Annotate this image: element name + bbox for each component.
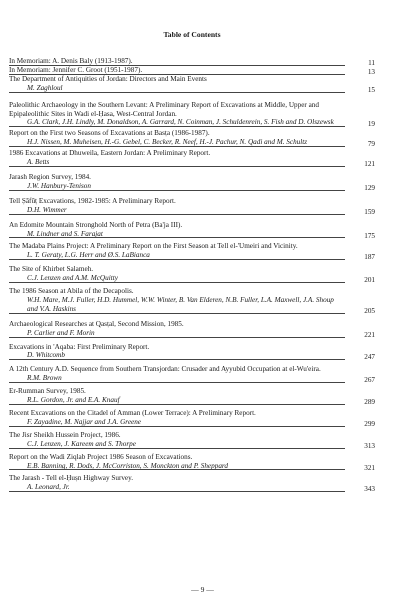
leader-rule <box>9 469 345 470</box>
leader-rule <box>9 491 345 492</box>
entry-page: 121 <box>364 160 375 169</box>
entry-title: In Memoriam: A. Denis Baly (1913-1987). <box>9 57 133 65</box>
toc-entry <box>9 265 375 283</box>
toc-entry <box>9 66 375 75</box>
toc-entry <box>9 474 375 492</box>
toc-entry <box>9 101 375 128</box>
leader-rule <box>9 237 345 238</box>
leader-rule <box>9 282 345 283</box>
entry-title: The Jisr Sheikh Hussein Project, 1986. <box>9 430 121 439</box>
leader-rule <box>9 426 345 427</box>
toc-entry <box>9 57 375 66</box>
toc-entry <box>9 320 375 338</box>
entry-page: 79 <box>367 140 375 149</box>
entry-title: A 12th Century A.D. Sequence from Southern Transjordan: Crusader and Ayyubid Occupation at el-Wu'eira. <box>9 365 321 374</box>
toc-entry <box>9 242 375 260</box>
entry-title: Archaeological Researches at Qasṭal, Second Mission, 1985. <box>9 319 184 328</box>
toc-entry <box>9 453 375 471</box>
entry-authors: P. Carlier and F. Morin <box>27 328 95 337</box>
entry-authors: M. Zaghloul <box>27 83 63 92</box>
entry-title: Report on the Wadi Ziqlab Project 1986 Season of Excavations. <box>9 452 193 461</box>
entry-authors: M. Lindner and S. Farajat <box>27 229 103 238</box>
entry-authors: R.M. Brown <box>27 374 62 383</box>
entry-title: 1986 Excavations at Dhuweila, Eastern Jordan: A Preliminary Report. <box>9 149 211 158</box>
entry-page: 289 <box>364 398 375 407</box>
leader-rule <box>9 190 345 191</box>
entry-title: The Madaba Plains Project: A Preliminary Report on the First Season at Tell el-'Umeiri and Vicinity. <box>9 242 298 251</box>
entry-page: 321 <box>364 463 375 472</box>
leader-rule <box>9 259 345 260</box>
entry-title: The Jarash - Tell el-Ḥuṣn Highway Survey. <box>9 474 134 483</box>
entry-title: Report on the First two Seasons of Excavations at Basṭa (1986-1987). <box>9 129 210 138</box>
toc-entry <box>9 197 375 215</box>
entry-page: 313 <box>364 441 375 450</box>
toc-entry <box>9 409 375 427</box>
entry-page: 13 <box>367 67 375 76</box>
entry-authors: W.H. Mare, M.J. Fuller, H.D. Hummel, W.W. Winter, B. Van Elderen, N.B. Fuller, L.A. Maxwell, J.A. Shoup and V.A. Haskins <box>27 295 334 313</box>
entry-page: 175 <box>364 231 375 240</box>
leader-rule <box>9 404 345 405</box>
entry-title: The Department of Antiquities of Jordan: Directors and Main Events <box>9 74 207 83</box>
leader-rule <box>9 166 345 167</box>
entry-page: 221 <box>364 330 375 339</box>
entry-title: Excavations in 'Aqaba: First Preliminary Report. <box>9 342 150 351</box>
toc-title: Table of Contents <box>163 30 221 39</box>
leader-rule <box>9 337 345 338</box>
toc-entry <box>9 173 375 191</box>
entry-authors: C.J. Lenzen and A.M. McQuitty <box>27 274 118 283</box>
entry-title: Er-Rumman Survey, 1985. <box>9 387 86 396</box>
entry-authors: E.B. Banning, R. Dods, J. McCorriston, S. Monckton and P. Sheppard <box>27 461 229 470</box>
leader-rule <box>9 382 345 383</box>
leader-rule <box>9 448 345 449</box>
entry-authors: F. Zayadine, M. Najjar and J.A. Greene <box>27 417 141 426</box>
toc-entry <box>9 129 375 147</box>
entry-authors: G.A. Clark, J.H. Lindly, M. Donaldson, A. Garrard, N. Coinman, J. Schuldenrein, S. Fish and D. Olszewsk <box>27 118 334 127</box>
toc-entry <box>9 221 375 239</box>
entry-page: 15 <box>367 85 375 94</box>
entry-title: The Site of Khirbet Salameh. <box>9 265 94 274</box>
leader-rule <box>9 359 345 360</box>
leader-rule <box>9 146 345 147</box>
entry-authors: R.L. Gordon, Jr. and E.A. Knauf <box>27 396 120 405</box>
entry-authors: A. Betts <box>27 158 50 167</box>
toc-entry <box>9 287 375 314</box>
entry-title: Jarash Region Survey, 1984. <box>9 172 91 181</box>
entry-page: 129 <box>364 183 375 192</box>
entry-page: 247 <box>364 353 375 362</box>
entry-page: 19 <box>367 120 375 129</box>
entry-authors: J.W. Hanbury-Tenison <box>27 181 91 190</box>
entry-title: An Edomite Mountain Stronghold North of Petra (Ba'ja III). <box>9 220 183 229</box>
toc-entry <box>9 343 375 361</box>
leader-rule <box>9 92 345 93</box>
entry-title: Paleolithic Archaeology in the Southern Levant: A Preliminary Report of Excavations at Middle, Upper and Epipaleolithic Sites in Wadi el-Ḥasa, West-Central Jordan. <box>9 100 319 118</box>
entry-page: 299 <box>364 419 375 428</box>
page-number: — 9 — <box>191 585 214 594</box>
entry-authors: C.J. Lenzen, J. Kareem and S. Thorpe <box>27 439 136 448</box>
entry-page: 267 <box>364 376 375 385</box>
leader-rule <box>9 126 345 127</box>
leader-rule <box>9 214 345 215</box>
leader-rule <box>9 313 345 314</box>
entry-title: The 1986 Season at Abila of the Decapolis. <box>9 287 134 296</box>
toc-entry <box>9 431 375 449</box>
entry-authors: A. Leonard, Jr. <box>27 483 70 492</box>
toc-entry <box>9 365 375 383</box>
entry-title: In Memoriam: Jennifer C. Groot (1951-1987). <box>9 65 143 74</box>
entry-page: 343 <box>364 485 375 494</box>
entry-page: 205 <box>364 306 375 315</box>
entry-authors: D. Whitcomb <box>27 351 65 360</box>
entry-authors: H.J. Nissen, M. Muheisen, H.-G. Gebel, C. Becker, R. Neef, H.-J. Pachur, N. Qadi and M. Schultz <box>27 138 308 147</box>
toc-entry <box>9 75 375 93</box>
entry-title: Tell Ṣāfūṭ Excavations, 1982-1985: A Preliminary Report. <box>9 196 176 205</box>
toc-entry <box>9 149 375 167</box>
entry-page: 201 <box>364 276 375 285</box>
toc-entry <box>9 387 375 405</box>
entry-authors: D.H. Wimmer <box>27 205 67 214</box>
entry-page: 187 <box>364 253 375 262</box>
entry-title: Recent Excavations on the Citadel of Amman (Lower Terrace): A Preliminary Report. <box>9 409 256 417</box>
toc-list <box>9 57 375 492</box>
entry-page: 11 <box>368 59 375 67</box>
entry-page: 159 <box>364 207 375 216</box>
entry-authors: L. T. Geraty, L.G. Herr and Ø.S. LaBianca <box>27 251 150 260</box>
